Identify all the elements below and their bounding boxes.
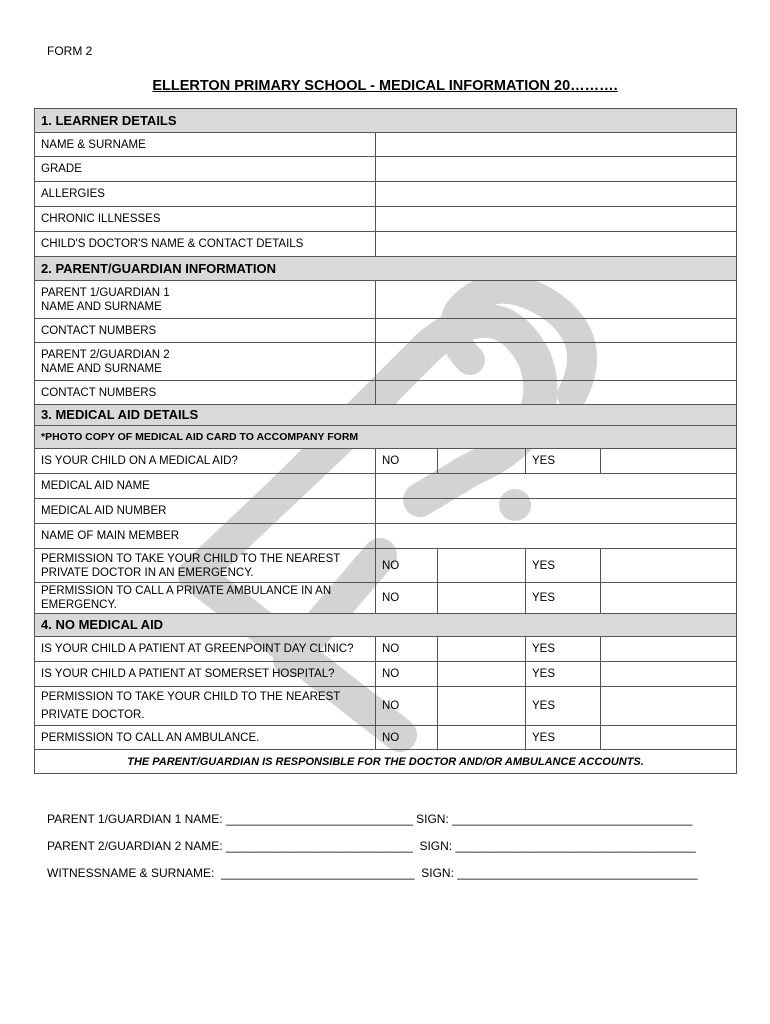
parent2-line2: NAME AND SURNAME [41, 362, 162, 375]
somerset-yes-box[interactable] [601, 662, 737, 687]
form-row [35, 474, 737, 499]
parent1-signature-line[interactable]: PARENT 1/GUARDIAN 1 NAME: ____________________________ SIGN: ____________________________________ [47, 812, 693, 826]
no-label: NO [376, 449, 438, 474]
form-row [35, 583, 737, 614]
main-member-label: NAME OF MAIN MEMBER [35, 524, 376, 549]
parent1-contact-field[interactable] [376, 319, 737, 343]
form-row [35, 499, 737, 524]
parent2-contact-field[interactable] [376, 381, 737, 405]
doctor-details-label: CHILD'S DOCTOR'S NAME & CONTACT DETAILS [35, 232, 376, 257]
form-row [35, 281, 737, 319]
parent2-name-label [35, 343, 376, 381]
responsibility-row [35, 750, 737, 774]
parent1-line1: PARENT 1/GUARDIAN 1 [41, 286, 170, 299]
grade-field[interactable] [376, 157, 737, 182]
form-row [35, 343, 737, 381]
perm-private-doctor-no-box[interactable] [438, 549, 526, 583]
perm-ambulance-label: PERMISSION TO CALL AN AMBULANCE. [35, 726, 376, 750]
perm-doctor-label: PERMISSION TO TAKE YOUR CHILD TO THE NEAREST PRIVATE DOCTOR. [35, 687, 376, 726]
parent2-contact-label: CONTACT NUMBERS [35, 381, 376, 405]
medical-aid-heading: 3. MEDICAL AID DETAILS [35, 405, 737, 426]
yes-label: YES [526, 449, 601, 474]
perm-private-ambulance-no-box[interactable] [438, 583, 526, 614]
doctor-details-field[interactable] [376, 232, 737, 257]
name-surname-label: NAME & SURNAME [35, 133, 376, 157]
grade-label: GRADE [35, 157, 376, 182]
form-row [35, 207, 737, 232]
form-title: ELLERTON PRIMARY SCHOOL - MEDICAL INFORMATION 20………. [152, 78, 618, 94]
yes-label: YES [526, 687, 601, 726]
somerset-hospital-label: IS YOUR CHILD A PATIENT AT SOMERSET HOSPITAL? [35, 662, 376, 687]
perm-doctor-no-box[interactable] [438, 687, 526, 726]
on-aid-no-box[interactable] [438, 449, 526, 474]
form-row [35, 726, 737, 750]
yes-label: YES [526, 726, 601, 750]
form-row [35, 319, 737, 343]
no-label: NO [376, 549, 438, 583]
yes-label: YES [526, 549, 601, 583]
form-row [35, 549, 737, 583]
form-row [35, 157, 737, 182]
medical-aid-name-label: MEDICAL AID NAME [35, 474, 376, 499]
form-row [35, 449, 737, 474]
section-header [35, 405, 737, 426]
form-number: FORM 2 [47, 44, 93, 58]
form-row [35, 687, 737, 726]
yes-label: YES [526, 662, 601, 687]
greenpoint-no-box[interactable] [438, 637, 526, 662]
allergies-field[interactable] [376, 182, 737, 207]
no-label: NO [376, 687, 438, 726]
section-header [35, 257, 737, 281]
no-medical-aid-heading: 4. NO MEDICAL AID [35, 614, 737, 637]
medical-aid-card-note: *PHOTO COPY OF MEDICAL AID CARD TO ACCOMPANY FORM [35, 426, 737, 449]
medical-aid-number-field[interactable] [376, 499, 737, 524]
form-row [35, 133, 737, 157]
parent2-signature-line[interactable]: PARENT 2/GUARDIAN 2 NAME: ____________________________ SIGN: ____________________________________ [47, 839, 696, 853]
learner-name-field[interactable] [376, 133, 737, 157]
perm-private-doctor-yes-box[interactable] [601, 549, 737, 583]
signature-block [47, 806, 698, 887]
parent1-line2: NAME AND SURNAME [41, 300, 162, 313]
on-aid-yes-box[interactable] [601, 449, 737, 474]
form-row [35, 524, 737, 549]
section-subheader [35, 426, 737, 449]
main-member-field[interactable] [376, 524, 737, 549]
perm-ambulance-yes-box[interactable] [601, 726, 737, 750]
greenpoint-clinic-label: IS YOUR CHILD A PATIENT AT GREENPOINT DAY CLINIC? [35, 637, 376, 662]
perm-private-ambulance-label: PERMISSION TO CALL A PRIVATE AMBULANCE IN AN EMERGENCY. [35, 583, 376, 614]
medical-aid-number-label: MEDICAL AID NUMBER [35, 499, 376, 524]
form-row [35, 381, 737, 405]
form-row [35, 637, 737, 662]
form-row [35, 182, 737, 207]
perm-ambulance-no-box[interactable] [438, 726, 526, 750]
form-row [35, 662, 737, 687]
no-label: NO [376, 583, 438, 614]
medical-aid-name-field[interactable] [376, 474, 737, 499]
form-row [35, 232, 737, 257]
no-label: NO [376, 726, 438, 750]
learner-details-heading: 1. LEARNER DETAILS [35, 109, 737, 133]
section-header [35, 109, 737, 133]
parent2-name-field[interactable] [376, 343, 737, 381]
greenpoint-yes-box[interactable] [601, 637, 737, 662]
section-header [35, 614, 737, 637]
on-medical-aid-label: IS YOUR CHILD ON A MEDICAL AID? [35, 449, 376, 474]
somerset-no-box[interactable] [438, 662, 526, 687]
perm-private-doctor-label: PERMISSION TO TAKE YOUR CHILD TO THE NEAREST PRIVATE DOCTOR IN AN EMERGENCY. [35, 549, 376, 583]
no-label: NO [376, 637, 438, 662]
parent1-name-label [35, 281, 376, 319]
no-label: NO [376, 662, 438, 687]
responsibility-note: THE PARENT/GUARDIAN IS RESPONSIBLE FOR THE DOCTOR AND/OR AMBULANCE ACCOUNTS. [35, 750, 737, 774]
parent-guardian-heading: 2. PARENT/GUARDIAN INFORMATION [35, 257, 737, 281]
perm-private-ambulance-yes-box[interactable] [601, 583, 737, 614]
perm-doctor-yes-box[interactable] [601, 687, 737, 726]
yes-label: YES [526, 583, 601, 614]
allergies-label: ALLERGIES [35, 182, 376, 207]
parent1-name-field[interactable] [376, 281, 737, 319]
parent2-line1: PARENT 2/GUARDIAN 2 [41, 348, 170, 361]
chronic-illnesses-field[interactable] [376, 207, 737, 232]
yes-label: YES [526, 637, 601, 662]
medical-form-table [34, 108, 737, 774]
witness-signature-line[interactable]: WITNESSNAME & SURNAME: _____________________________ SIGN: ____________________________________ [47, 866, 698, 880]
parent1-contact-label: CONTACT NUMBERS [35, 319, 376, 343]
chronic-illnesses-label: CHRONIC ILLNESSES [35, 207, 376, 232]
